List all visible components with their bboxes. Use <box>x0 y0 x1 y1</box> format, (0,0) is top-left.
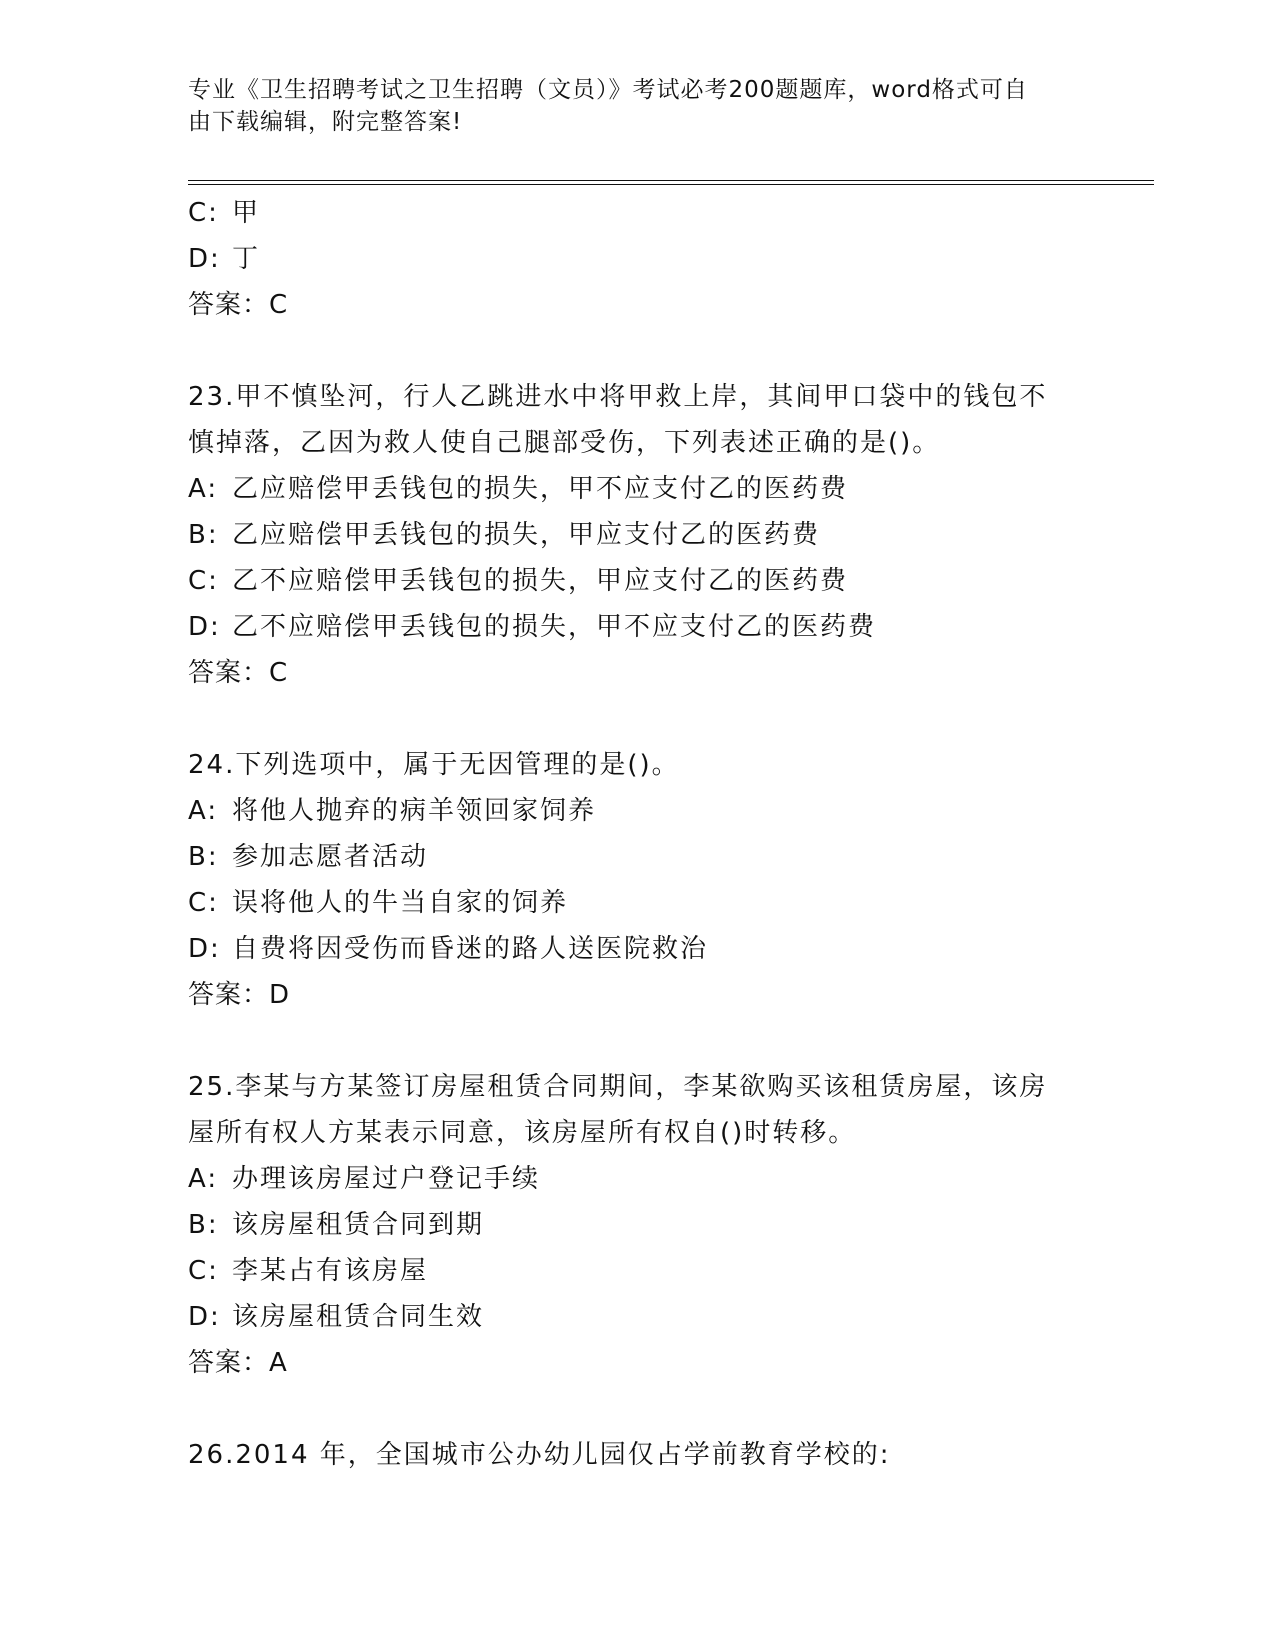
question-23 <box>188 374 1088 696</box>
option-letter: D: <box>188 934 221 964</box>
option-a <box>188 788 1088 834</box>
option-text: 参加志愿者活动 <box>232 842 429 872</box>
option-b <box>188 1202 1088 1248</box>
option-d <box>188 1294 1088 1340</box>
option-letter: C: <box>188 1256 219 1286</box>
question-25 <box>188 1064 1088 1386</box>
option-b <box>188 834 1088 880</box>
option-letter: A: <box>188 796 219 826</box>
option-letter: C: <box>188 566 219 596</box>
option-letter: C: <box>188 888 219 918</box>
question-stem: 26.2014 年，全国城市公办幼儿园仅占学前教育学校的: <box>188 1440 891 1470</box>
option-d <box>188 236 1088 282</box>
answer-line: 答案：C <box>188 658 289 688</box>
option-letter: B: <box>188 1210 219 1240</box>
question-stem-cont: 慎掉落，乙因为救人使自己腿部受伤，下列表述正确的是()。 <box>188 428 941 458</box>
header-rule-top <box>188 180 1154 181</box>
header-line-2: 由下载编辑，附完整答案! <box>188 109 463 135</box>
option-c <box>188 558 1088 604</box>
question-stem: 25.李某与方某签订房屋租赁合同期间，李某欲购买该租赁房屋，该房 <box>188 1072 1048 1102</box>
option-text: 该房屋租赁合同生效 <box>232 1302 485 1332</box>
option-text: 乙不应赔偿甲丢钱包的损失，甲应支付乙的医药费 <box>232 566 849 596</box>
answer-line: 答案：A <box>188 1348 288 1378</box>
question-stem: 23.甲不慎坠河，行人乙跳进水中将甲救上岸，其间甲口袋中的钱包不 <box>188 382 1048 412</box>
option-text: 自费将因受伤而昏迷的路人送医院救治 <box>232 934 709 964</box>
option-text: 将他人抛弃的病羊领回家饲养 <box>232 796 597 826</box>
option-text: 李某占有该房屋 <box>232 1256 429 1286</box>
option-letter: D: <box>188 244 221 274</box>
question-list <box>188 190 1088 1478</box>
option-text: 乙应赔偿甲丢钱包的损失，甲应支付乙的医药费 <box>232 520 821 550</box>
option-text: 乙不应赔偿甲丢钱包的损失，甲不应支付乙的医药费 <box>232 612 877 642</box>
question-22-tail <box>188 190 1088 328</box>
option-c <box>188 190 1088 236</box>
option-text: 办理该房屋过户登记手续 <box>232 1164 541 1194</box>
header-line-1: 专业《卫生招聘考试之卫生招聘（文员）》考试必考200题题库，word格式可自 <box>188 77 1028 103</box>
option-letter: B: <box>188 842 219 872</box>
answer-line: 答案：C <box>188 290 289 320</box>
option-a <box>188 1156 1088 1202</box>
option-c <box>188 880 1088 926</box>
question-stem: 24.下列选项中，属于无因管理的是()。 <box>188 750 680 780</box>
option-text: 误将他人的牛当自家的饲养 <box>232 888 569 918</box>
option-d <box>188 604 1088 650</box>
question-24 <box>188 742 1088 1018</box>
option-text: 该房屋租赁合同到期 <box>232 1210 485 1240</box>
option-c <box>188 1248 1088 1294</box>
option-text: 乙应赔偿甲丢钱包的损失，甲不应支付乙的医药费 <box>232 474 849 504</box>
option-letter: D: <box>188 612 221 642</box>
answer-line: 答案：D <box>188 980 291 1010</box>
question-stem-cont: 屋所有权人方某表示同意，该房屋所有权自()时转移。 <box>188 1118 857 1148</box>
option-letter: A: <box>188 1164 219 1194</box>
option-text: 甲 <box>232 198 261 228</box>
option-letter: C: <box>188 198 219 228</box>
header-rule-bottom <box>188 184 1154 185</box>
option-letter: A: <box>188 474 219 504</box>
option-letter: D: <box>188 1302 221 1332</box>
option-a <box>188 466 1088 512</box>
question-26 <box>188 1432 1088 1478</box>
option-letter: B: <box>188 520 219 550</box>
option-text: 丁 <box>232 244 261 274</box>
document-header <box>188 74 1068 138</box>
option-d <box>188 926 1088 972</box>
option-b <box>188 512 1088 558</box>
